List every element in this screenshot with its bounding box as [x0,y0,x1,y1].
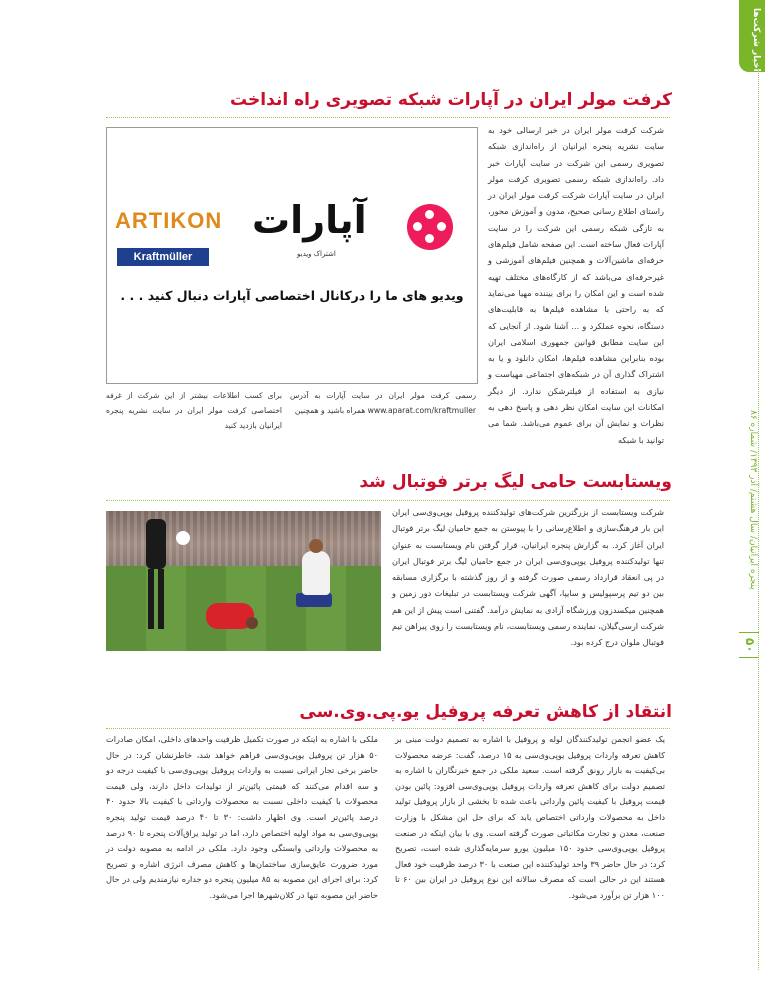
page-number: ۵۰ [743,638,757,653]
football-photo [106,511,381,651]
photo-player-shorts [296,593,332,607]
article3-rule [106,728,670,730]
ad-slogan: ویدیو های ما را درکانال اختصاصی آپارات دنبال کنید . . . [120,288,464,303]
article3-col-left: ملکی با اشاره به اینکه در صورت تکمیل ظرفیت واحدهای داخلی، امکان صادرات ۵۰ هزار تن پروفیل یوپی‌وی‌سی فراهم خواهد شد، خاطرنشان کرد: در حال حاضر برخی تجار ایرانی نسبت به واردات پروفیل یوپی‌وی‌سی با کیفیت درجه دو و سه اقدام می‌کنند که قیمتی پائین‌تر از تولیدات داخل دارند، ولی قیمت محصولات با کیفیت داخلی نسبت به محصولات وارداتی با کیفیت بالا حدود ۴۰ درصد پائین‌تر است. وی اظهار داشت: ۳۰ تا ۴۰ درصد قیمت تولید پنجره یوپی‌وی‌سی به مواد اولیه اختصاص دارد، اما در تولید یراق‌آلات پنجره تا ۹۰ درصد به محصولات وارداتی وابستگی وجود دارد. ملکی در ادامه به مصوبه دولت در مورد ضرورت عایق‌سازی ساختمان‌ها و کاهش مصرف انرژی اشاره و تصریح کرد: برای اجرای این مصوبه به ۸۵ میلیون پنجره دو جداره نیازمندیم ولی در حال حاضر این مصوبه تنها در کلان‌شهرها اجرا می‌شود. [106,734,379,900]
photo-ball [176,531,190,545]
issue-info [739,410,765,630]
article2-rule [106,500,670,502]
photo-player-head [246,617,258,629]
article1-caption-right: رسمی کرفت مولر ایران در سایت آپارات به آدرس www.aparat.com/kraftmuller همراه باشید و همچنین [290,391,476,415]
article2-body: شرکت ویستابست از بزرگترین شرکت‌های تولیدکننده پروفیل یوپی‌وی‌سی ایران این بار فرهنگ‌سازی و اطلاع‌رسانی را با پیوستن به جمع حامیان لیگ برتر فوتبال ایران آغاز کرد. به گزارش پنجره ایرانیان، قرار گرفتن نام ویستابست به عنوان تنها تولیدکننده پروفیل یوپی‌وی‌سی ایران در جمع حامیان لیگ برتر فوتبال ایران در پی انعقاد قرارداد رسمی صورت گرفته و از روز گذشته با برگزاری مسابقه بین دو تیم پرسپولیس و سایپا، آگهی شرکت ویستابست در تبلیغات دور زمین و همچنین میکسدزون ورزشگاه آزادی به نمایش درآمد. گفتنی است پیش از این هم شرکت ارسی‌گیلان، نماینده رسمی ویستابست، نام ویستابست را روی پیراهن تیم فوتبال ملوان درج کرده بود. [392,507,664,648]
photo-player-kneeling [302,551,330,595]
article1-caption-left: برای کسب اطلاعات بیشتر از این شرکت از غرفه اختصاصی کرفت مولر ایران در سایت نشریه پنجره ایرانیان بازدید کنید [106,391,282,430]
issue-info-text: پنجره ایرانیان/ سال هشتم/ آذر ۱۳۹۳/ شماره ۸۶ [748,410,758,590]
article1-rule [106,117,670,119]
section-tab-label: اخبار شرکت‌ها [751,8,761,72]
article3-col-right: یک عضو انجمن تولیدکنندگان لوله و پروفیل با اشاره به تصمیم دولت مبنی بر کاهش تعرفه واردات پروفیل یوپی‌وی‌سی به ۱۵ درصد، گفت: عرضه محصولات بی‌کیفیت به بازار رونق گرفته است. سعید ملکی در جمع خبرنگاران با اشاره به تصمیم دولت برای کاهش تعرفه واردات پروفیل یوپی‌وی‌سی افزود: پائین بودن قیمت پروفیل با کیفیت پائین وارداتی باعث شده تا بخشی از بازار پروفیل تولید داخل به محصولات وارداتی اختصاص یابد که برای حل این مشکل با وزارت صنعت، معدن و تجارت مکاتباتی صورت گرفته است. وی با بیان اینکه در صنعت پروفیل یوپی‌وی‌سی حدود ۱۵۰ میلیون یورو سرمایه‌گذاری شده است، تصریح کرد: در حال حاضر ۳۹ واحد تولیدکننده این صنعت با ۳۰ درصد ظرفیت خود فعال هستند این در حالی است که مصرف سالانه این نوع پروفیل در ایران بین ۶۰ تا ۱۰۰ هزار تن برآورد می‌شود. [395,734,666,900]
photo-goalkeeper-leg [158,569,164,629]
aparat-tagline: اشتراک ویدیو [297,250,336,258]
section-tab [739,0,765,72]
article3-title: انتقاد از کاهش تعرفه پروفیل یو.پی.وی.سی [299,702,672,722]
photo-player-head [309,539,323,553]
artikon-logo: ARTIKON [115,208,223,233]
aparat-logo-icon [407,204,453,250]
article2-title: ویستابست حامی لیگ برتر فوتبال شد [359,472,672,492]
aparat-ad [106,127,478,384]
kraftmuller-logo: Kraftmüller [117,248,209,266]
aparat-wordmark: آپارات [252,198,367,242]
article1-title: کرفت مولر ایران در آپارات شبکه تصویری راه انداخت [230,90,672,110]
article1-body: شرکت کرفت مولر ایران در خبر ارسالی خود به سایت نشریه پنجره ایرانیان از راه‌اندازی شبکه تصویری رسمی این شرکت در سایت آپارات خبر داد. راه‌اندازی شبکه رسمی تصویری کرفت مولر ایران در سایت آپارات شرکت کرفت مولر ایران در راستای اطلاع رسانی صحیح، مدون و آموزش محور، به تازگی شبکه رسمی این شرکت را در سایت آپارات فعال ساخته است. این صفحه شامل فیلم‌های حرفه‌ای ماشین‌آلات و همچنین فیلم‌های آموزشی و غیرحرفه‌ای می‌باشد که از کارگاه‌های مختلف تهیه شده است و این امکان را برای بیننده مهیا می‌نماید که به راحتی با مشاهده فیلم‌ها به قابلیت‌های دستگاه، نحوه عملکرد و ... آشنا شود. از آنجایی که این سایت مطابق قوانین جمهوری اسلامی ایران بوده بنابراین مشاهده فیلم‌ها، امکان دانلود و یا به اشتراک گذاری آن در شبکه‌های اجتماعی مهیاست و نیازی به استفاده از فیلترشکن ندارد. از دیگر امکانات این سایت امکان نظر دهی و پاسخ دهی به نظرات و نمایش آن برای عموم می‌باشد. شما می توانید با شبکه [488,125,664,445]
photo-goalkeeper-leg [148,569,154,629]
photo-goalkeeper [146,519,166,569]
